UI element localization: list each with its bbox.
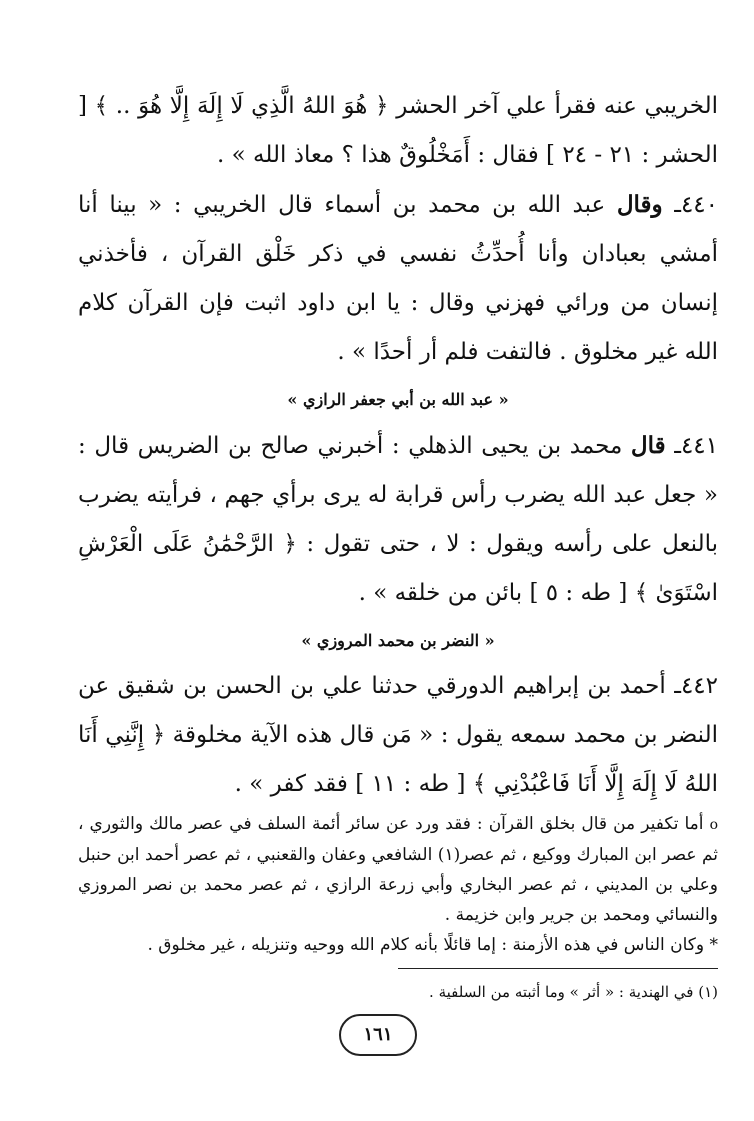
paragraph-number: ٤٤٠ـ bbox=[674, 192, 718, 218]
paragraph-number: ٤٤٢ـ bbox=[674, 673, 718, 699]
section-heading: « عبد الله بن أبي جعفر الرازي » bbox=[287, 390, 509, 409]
paragraph-text: عبد الله بن محمد بن أسماء قال الخريبي : « بينا أنا أمشي بعبادان وأنا أُحدِّثُ نفسي في ذكر خَلْق القرآن ، فأخذني إنسان من ورائي فهزني وقال : يا ابن داود اثبت فإن القرآن كلام الله غير مخلوق . فالتفت فلم أر أحدًا » . bbox=[78, 192, 718, 365]
note-marker: o bbox=[709, 817, 719, 833]
note-text: أما تكفير من قال بخلق القرآن : فقد ورد عن سائر أئمة السلف في عصر مالك والثوري ، ثم عصر ابن المبارك ووكيع ، ثم عصر(١) الشافعي وعفان والقعنبي ، ثم عصر أحمد ابن حنبل وعلي بن المديني ، ثم عصر البخاري وأبي زرعة الرازي ، ثم عصر محمد بن نصر المروزي والنسائي ومحمد بن جرير وابن خزيمة . bbox=[78, 814, 718, 925]
commentary-note bbox=[78, 809, 718, 930]
page-body bbox=[78, 82, 718, 1005]
paragraph-number: ٤٤١ـ bbox=[674, 433, 719, 459]
paragraph-440 bbox=[78, 180, 718, 377]
paragraph-text: الخريبي عنه فقرأ علي آخر الحشر ﴿ هُوَ اللهُ الَّذِي لَا إِلَهَ إِلَّا هُوَ .. ﴾ [ الحشر : ٢١ - ٢٤ ] فقال : أَمَخْلُوقٌ هذا ؟ معاذ الله » . bbox=[78, 93, 718, 168]
commentary-note bbox=[78, 930, 718, 960]
paragraph-442 bbox=[78, 662, 718, 809]
note-marker: * bbox=[709, 935, 718, 955]
section-heading: « النضر بن محمد المروزي » bbox=[301, 631, 495, 650]
paragraph-text: أحمد بن إبراهيم الدورقي حدثنا علي بن الحسن بن شقيق عن النضر بن محمد سمعه يقول : « مَن قال هذه الآية مخلوقة ﴿ إِنَّنِي أَنَا اللهُ لَا إِلَهَ إِلَّا أَنَا فَاعْبُدْنِي ﴾ [ طه : ١١ ] فقد كفر » . bbox=[78, 673, 718, 797]
note-text: وكان الناس في هذه الأزمنة : إما قائلًا بأنه كلام الله ووحيه وتنزيله ، غير مخلوق . bbox=[147, 935, 705, 955]
footnote-divider bbox=[398, 968, 718, 969]
footnote: (١) في الهندية : « أثر » وما أثبته من السلفية . bbox=[429, 983, 718, 1001]
paragraph-lead: وقال bbox=[616, 191, 663, 218]
page-number: ١٦١ bbox=[339, 1014, 417, 1056]
paragraph-441 bbox=[78, 421, 718, 618]
paragraph-lead: قال bbox=[630, 432, 666, 459]
paragraph-continuation bbox=[78, 82, 718, 180]
paragraph-text: محمد بن يحيى الذهلي : أخبرني صالح بن الضريس قال : « جعل عبد الله يضرب رأس قرابة له يرى برأي جهم ، فرأيته يضرب بالنعل على رأسه ويقول : لا ، حتى تقول : ﴿ الرَّحْمَٰنُ عَلَى الْعَرْشِ اسْتَوَىٰ ﴾ [ طه : ٥ ] بائن من خلقه » . bbox=[78, 433, 718, 606]
